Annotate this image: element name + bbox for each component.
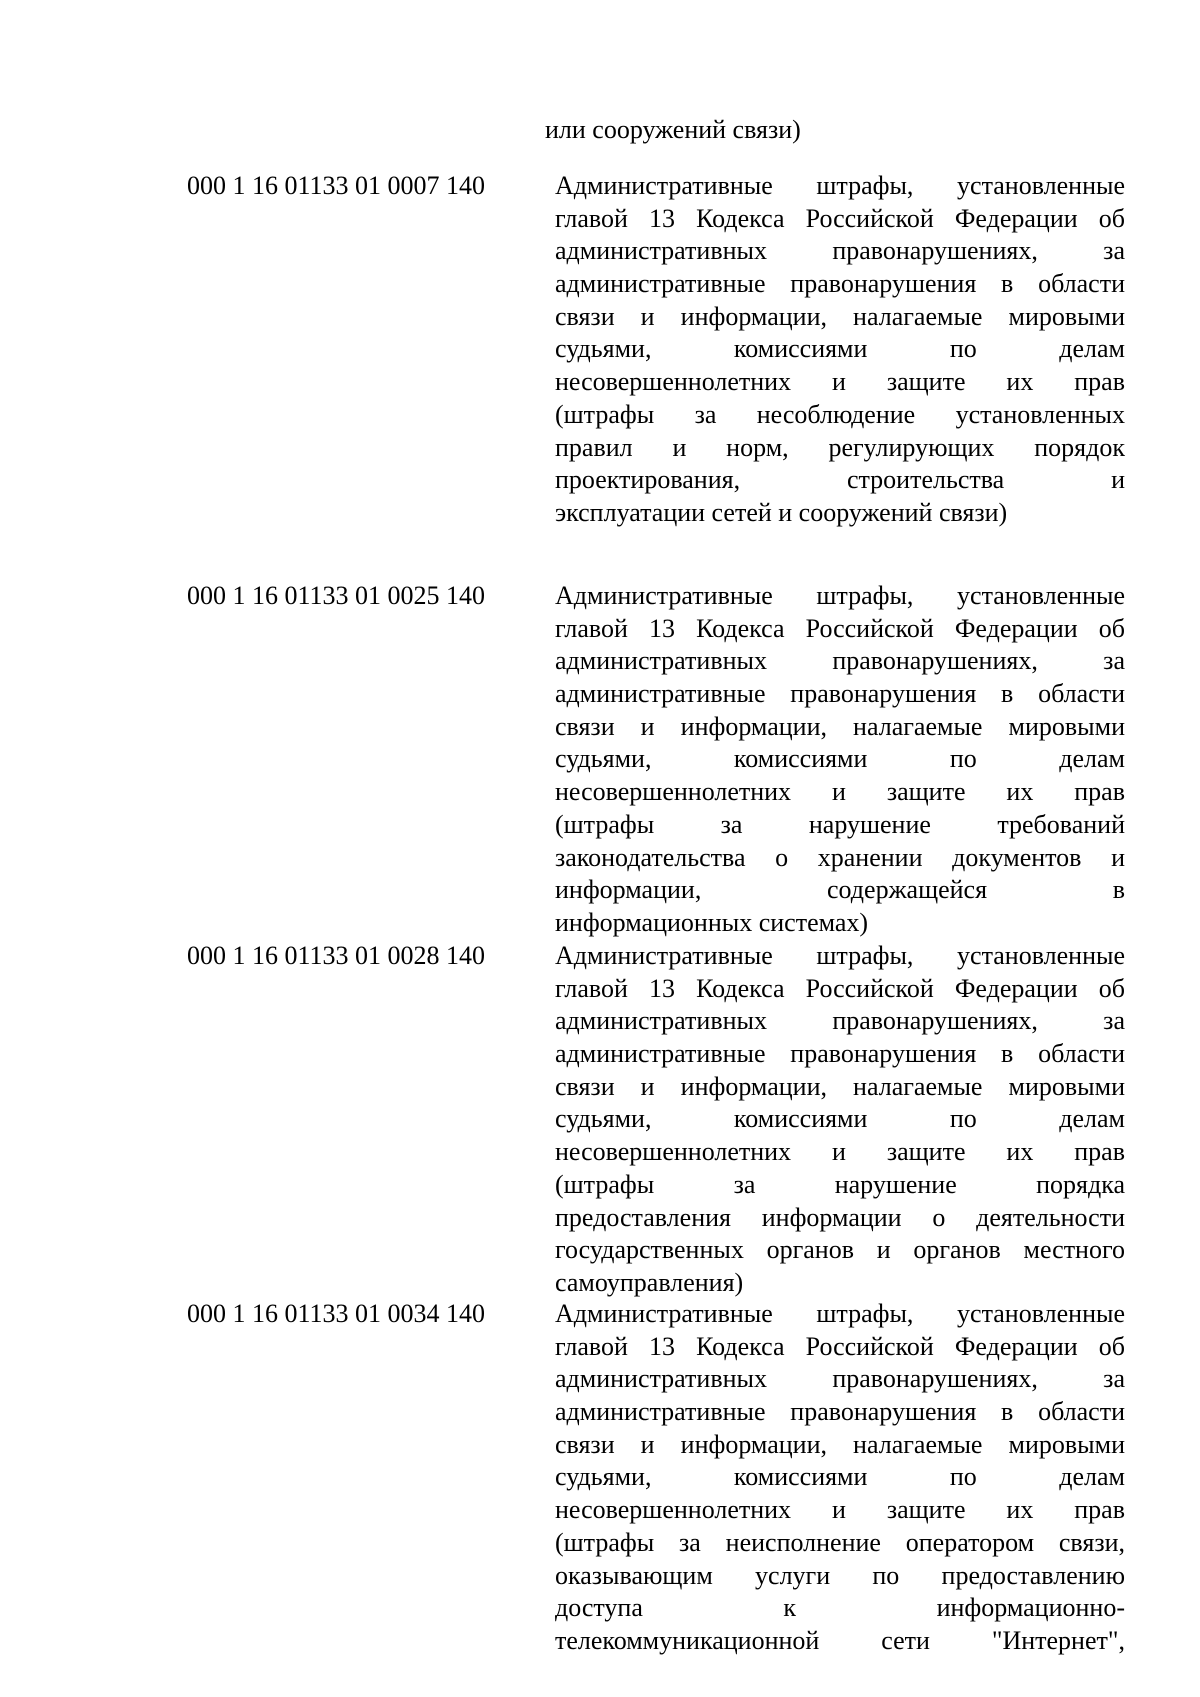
text-line: оказывающим услуги по предоставлению [555, 1560, 1125, 1590]
text-line: административные правонарушения в области [555, 1039, 1125, 1069]
text-line: Административные штрафы, установленные [555, 941, 1125, 970]
text-line: связи и информации, налагаемые мировыми [555, 711, 1125, 741]
text-line: самоуправления) [555, 1267, 744, 1297]
description [555, 170, 1125, 530]
text-line: главой 13 Кодекса Российской Федерации об [555, 613, 1125, 643]
text-line: административные правонарушения в области [555, 269, 1125, 299]
budget-code: 000 1 16 01133 01 0034 140 [187, 1299, 486, 1328]
text-line: несовершеннолетних и защите их прав [555, 777, 1125, 807]
text-line: связи и информации, налагаемые мировыми [555, 1429, 1125, 1459]
description [555, 1298, 1125, 1658]
text-line: административных правонарушениях, за [555, 1006, 1125, 1036]
description [555, 940, 1125, 1300]
text-line: Административные штрафы, установленные [555, 1299, 1125, 1328]
text-line: административные правонарушения в области [555, 679, 1125, 709]
text-line: административные правонарушения в области [555, 1397, 1125, 1427]
text-line: правил и норм, регулирующих порядок [555, 432, 1125, 462]
text-line: главой 13 Кодекса Российской Федерации об [555, 203, 1125, 233]
text-line: несовершеннолетних и защите их прав [555, 1137, 1125, 1167]
text-line: судьями, комиссиями по делам [555, 1462, 1125, 1492]
text-line: судьями, комиссиями по делам [555, 334, 1125, 364]
text-line: Административные штрафы, установленные [555, 581, 1125, 610]
text-line: (штрафы за несоблюдение установленных [555, 399, 1125, 429]
text-line: связи и информации, налагаемые мировыми [555, 301, 1125, 331]
budget-code: 000 1 16 01133 01 0028 140 [187, 941, 486, 970]
text-line: предоставления информации о деятельности [555, 1202, 1125, 1232]
text-line: административных правонарушениях, за [555, 236, 1125, 266]
text-line: доступа к информационно- [555, 1593, 1125, 1623]
text-line: государственных органов и органов местного [555, 1235, 1125, 1265]
text-line: судьями, комиссиями по делам [555, 744, 1125, 774]
text-line: информационных системах) [555, 907, 869, 937]
text-line: (штрафы за нарушение требований [555, 809, 1125, 839]
text-line: эксплуатации сетей и сооружений связи) [555, 497, 1008, 527]
description [555, 580, 1125, 940]
text-line: Административные штрафы, установленные [555, 171, 1125, 200]
text-line: информации, содержащейся в [555, 875, 1125, 905]
continuation-text [545, 114, 1125, 147]
text-line: несовершеннолетних и защите их прав [555, 1495, 1125, 1525]
text-line: главой 13 Кодекса Российской Федерации об [555, 1331, 1125, 1361]
text-line: законодательства о хранении документов и [555, 842, 1125, 872]
text-line: главой 13 Кодекса Российской Федерации об [555, 973, 1125, 1003]
text-line: административных правонарушениях, за [555, 646, 1125, 676]
budget-code: 000 1 16 01133 01 0007 140 [187, 171, 486, 200]
budget-code: 000 1 16 01133 01 0025 140 [187, 581, 486, 610]
text-line: телекоммуникационной сети "Интернет", [555, 1625, 1125, 1655]
text-line: (штрафы за нарушение порядка [555, 1169, 1125, 1199]
text-line: связи и информации, налагаемые мировыми [555, 1071, 1125, 1101]
text-line: несовершеннолетних и защите их прав [555, 367, 1125, 397]
text-line: или сооружений связи) [545, 115, 801, 144]
text-line: проектирования, строительства и [555, 465, 1125, 495]
text-line: судьями, комиссиями по делам [555, 1104, 1125, 1134]
text-line: административных правонарушениях, за [555, 1364, 1125, 1394]
text-line: (штрафы за неисполнение оператором связи, [555, 1527, 1125, 1557]
